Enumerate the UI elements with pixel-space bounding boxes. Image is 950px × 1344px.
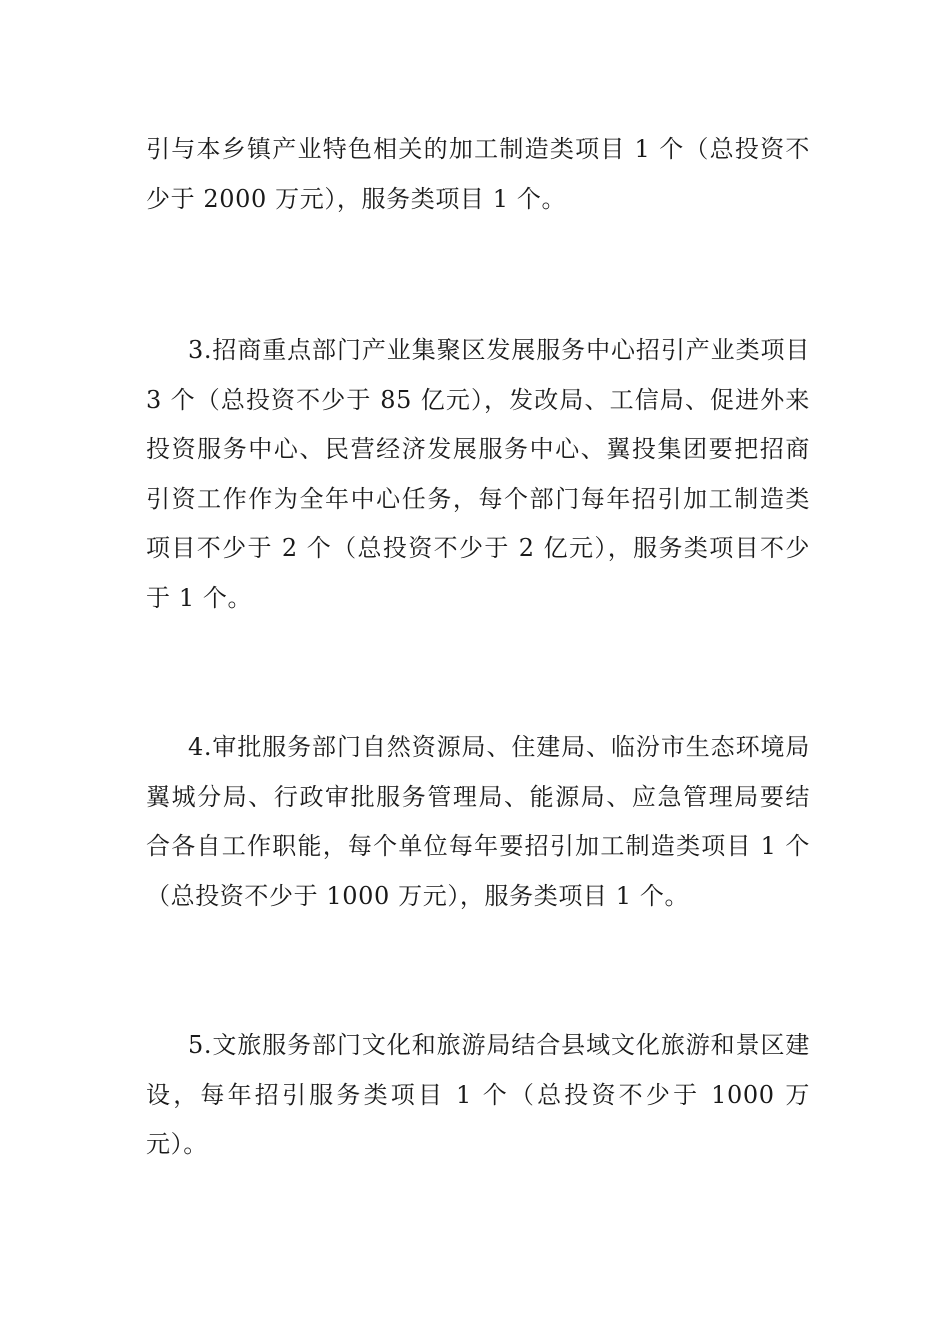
paragraph-continuation: 引与本乡镇产业特色相关的加工制造类项目 1 个（总投资不少于 2000 万元），服务类项目 1 个。 xyxy=(146,135,810,213)
paragraph-item-5: 5.文旅服务部门文化和旅游局结合县域文化旅游和景区建设，每年招引服务类项目 1 个（总投资不少于 1000 万元）。 xyxy=(146,1031,810,1158)
paragraph-item-4: 4.审批服务部门自然资源局、住建局、临汾市生态环境局翼城分局、行政审批服务管理局、能源局、应急管理局要结合各自工作职能，每个单位每年要招引加工制造类项目 1 个（总投资不少于 1000 万元），服务类项目 1 个。 xyxy=(146,733,810,910)
paragraph-item-3: 3.招商重点部门产业集聚区发展服务中心招引产业类项目 3 个（总投资不少于 85 亿元），发改局、工信局、促进外来投资服务中心、民营经济发展服务中心、翼投集团要把招商引资工作作为全年中心任务，每个部门每年招引加工制造类项目不少于 2 个（总投资不少于 2 亿元），服务类项目不少于 1 个。 xyxy=(146,336,810,612)
